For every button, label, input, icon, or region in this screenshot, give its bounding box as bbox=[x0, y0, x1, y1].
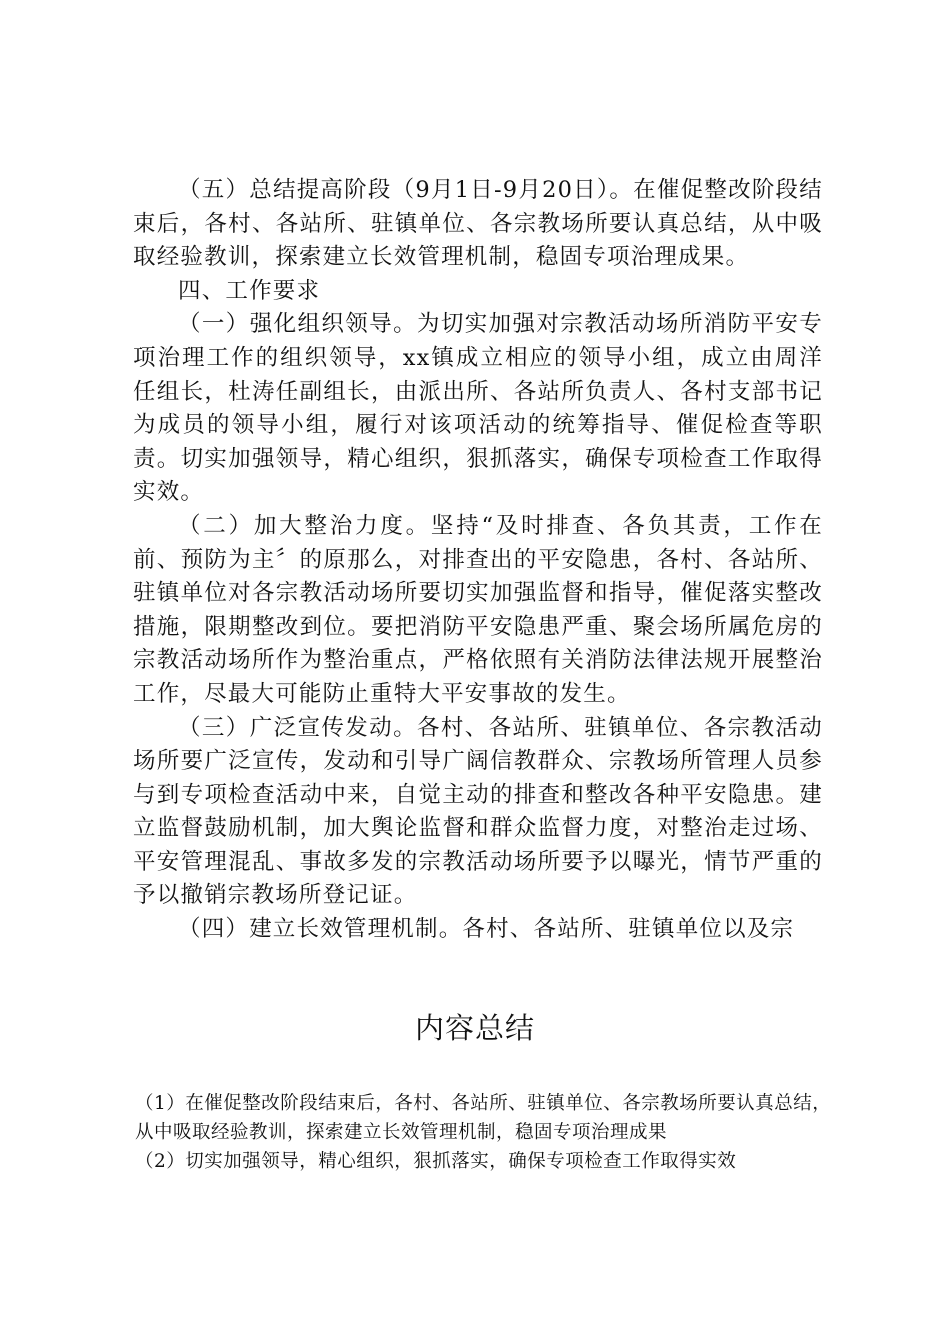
section-heading-work-requirements: 四、工作要求 bbox=[178, 277, 321, 304]
summary-item-1: （1）在催促整改阶段结束后，各村、各站所、驻镇单位、各宗教场所要认真总结，从中吸取经验教训，探索建立长效管理机制，稳固专项治理成果 bbox=[135, 1093, 832, 1143]
paragraph-long-term-mechanism: （四）建立长效管理机制。各村、各站所、驻镇单位以及宗 bbox=[178, 916, 795, 943]
paragraph-strengthen-leadership: （一）强化组织领导。为切实加强对宗教活动场所消防平安专项治理工作的组织领导，xx镇成立相应的领导小组，成立由周洋任组长，杜涛任副组长，由派出所、各站所负责人、各村支部书记为成员的领导小组，履行对该项活动的统筹指导、催促检查等职责。切实加强领导，精心组织，狠抓落实，确保专项检查工作取得实效。 bbox=[133, 311, 823, 506]
paragraph-summary-stage: （五）总结提高阶段（9月1日-9月20日）。在催促整改阶段结束后，各村、各站所、驻镇单位、各宗教场所要认真总结，从中吸取经验教训，探索建立长效管理机制，稳固专项治理成果。 bbox=[133, 177, 823, 271]
document-body bbox=[133, 174, 823, 947]
paragraph-publicity: （三）广泛宣传发动。各村、各站所、驻镇单位、各宗教活动场所要广泛宣传，发动和引导广阔信教群众、宗教场所管理人员参与到专项检查活动中来，自觉主动的排查和整改各种平安隐患。建立监督鼓励机制，加大舆论监督和群众监督力度，对整治走过场、平安管理混乱、事故多发的宗教活动场所要予以曝光，情节严重的予以撤销宗教场所登记证。 bbox=[133, 714, 823, 909]
summary-title: 内容总结 bbox=[414, 1011, 535, 1045]
summary-list bbox=[135, 1089, 835, 1176]
paragraph-increase-rectification: （二）加大整治力度。坚持“及时排查、各负其责，工作在前、预防为主〞的原那么，对排查出的平安隐患，各村、各站所、驻镇单位对各宗教活动场所要切实加强监督和指导，催促落实整改措施，限期整改到位。要把消防平安隐患严重、聚会场所属危房的宗教活动场所作为整治重点，严格依照有关消防法律法规开展整治工作，尽最大可能防止重特大平安事故的发生。 bbox=[133, 512, 823, 707]
summary-item-2: （2）切实加强领导，精心组织，狠抓落实，确保专项检查工作取得实效 bbox=[135, 1151, 737, 1172]
